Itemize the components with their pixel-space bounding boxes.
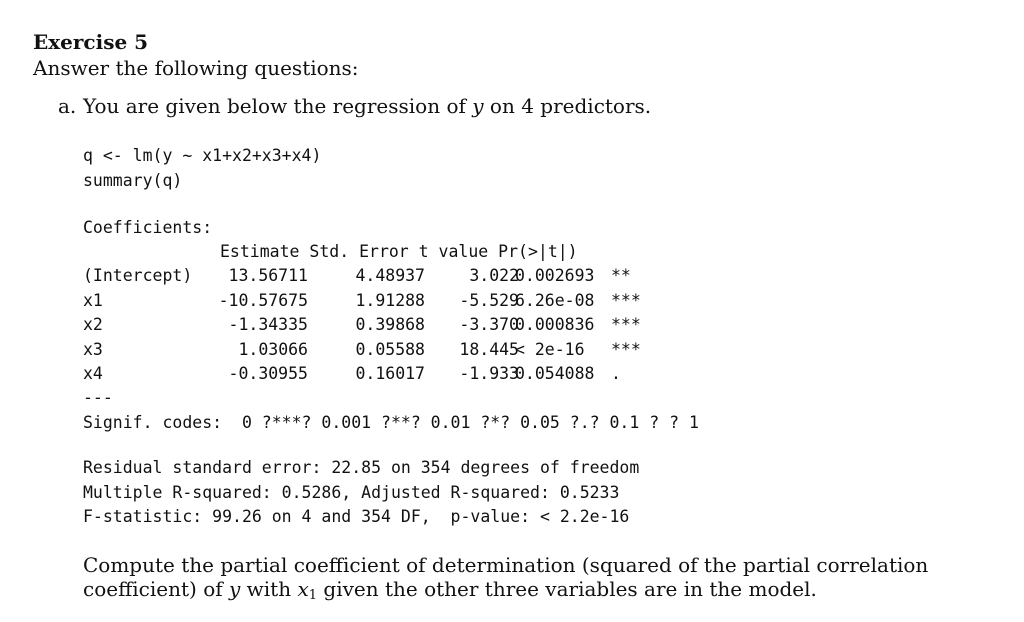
table-row <box>83 338 783 363</box>
item-a-statement <box>58 94 651 118</box>
coefficients-header: Estimate Std. Error t value Pr(>|t|) <box>220 242 578 261</box>
coef-estimate: -10.57675 <box>218 290 308 310</box>
coef-p-value: 0.054088 <box>515 364 595 383</box>
coef-t-value: 18.445 <box>459 339 519 359</box>
r-code-block <box>83 144 321 193</box>
coef-estimate: 13.56711 <box>228 266 308 285</box>
coef-name: x4 <box>83 364 103 383</box>
r-squared-line: Multiple R-squared: 0.5286, Adjusted R-squared: 0.5233 <box>83 482 620 502</box>
question-var-x-subscript: 1 <box>308 588 318 603</box>
table-row <box>83 289 783 314</box>
question-var-y: y <box>229 577 241 601</box>
coef-name: x2 <box>83 315 103 334</box>
coef-t-value: -1.933 <box>459 364 519 383</box>
exercise-intro: Answer the following questions: <box>33 56 359 80</box>
coef-std-error: 4.48937 <box>355 266 425 285</box>
coef-signif: ** <box>611 266 631 285</box>
signif-separator: --- <box>83 388 113 407</box>
coef-name: (Intercept) <box>83 266 193 285</box>
item-a-text-before: You are given below the regression of <box>83 94 473 118</box>
r-code-line-1: q <- lm(y ~ x1+x2+x3+x4) <box>83 146 322 165</box>
table-row <box>83 264 783 289</box>
coefficients-label: Coefficients: <box>83 218 213 237</box>
item-a-var-y: y <box>472 94 484 118</box>
question-text-2: with <box>240 577 298 601</box>
coef-std-error: 0.16017 <box>355 364 425 383</box>
coef-t-value: 3.022 <box>469 266 519 285</box>
coef-signif: *** <box>611 339 641 359</box>
coef-name: x1 <box>83 290 103 310</box>
coef-signif: . <box>611 364 621 383</box>
table-row <box>83 362 783 387</box>
coef-estimate: -1.34335 <box>228 315 308 334</box>
r-code-line-2: summary(q) <box>83 170 183 190</box>
item-a-text-after: on 4 predictors. <box>483 94 652 118</box>
coef-estimate: -0.30955 <box>228 364 308 383</box>
item-a-marker: a. <box>58 94 77 118</box>
exercise-title: Exercise 5 <box>33 30 149 54</box>
signif-codes: Signif. codes: 0 ?***? 0.001 ?**? 0.01 ?*? 0.05 ?.? 0.1 ? ? 1 <box>83 412 699 432</box>
coef-p-value: 0.000836 <box>515 315 595 334</box>
coef-name: x3 <box>83 339 103 359</box>
coef-signif: *** <box>611 290 641 310</box>
question-var-x: x <box>297 577 309 601</box>
coef-std-error: 0.39868 <box>355 315 425 334</box>
coef-t-value: -3.370 <box>459 315 519 334</box>
model-stats-block <box>83 456 639 530</box>
coefficients-table <box>83 264 783 387</box>
f-statistic-line: F-statistic: 99.26 on 4 and 354 DF, p-value: < 2.2e-16 <box>83 507 630 526</box>
coef-std-error: 1.91288 <box>355 290 425 310</box>
coef-p-value: 6.26e-08 <box>515 290 595 310</box>
coef-p-value: < 2e-16 <box>515 339 585 359</box>
coef-t-value: -5.529 <box>459 290 519 310</box>
coef-signif: *** <box>611 315 641 334</box>
question-text-1: Compute the partial coefficient of determination (squared of the partial correlation coefficient) of <box>83 553 929 601</box>
coef-p-value: 0.002693 <box>515 266 595 285</box>
residual-standard-error: Residual standard error: 22.85 on 354 degrees of freedom <box>83 458 640 477</box>
coef-std-error: 0.05588 <box>355 339 425 359</box>
signif-block <box>83 386 699 435</box>
question-text-3: given the other three variables are in the model. <box>317 577 817 601</box>
table-row <box>83 313 783 338</box>
coef-estimate: 1.03066 <box>238 339 308 359</box>
question-text <box>83 553 993 608</box>
